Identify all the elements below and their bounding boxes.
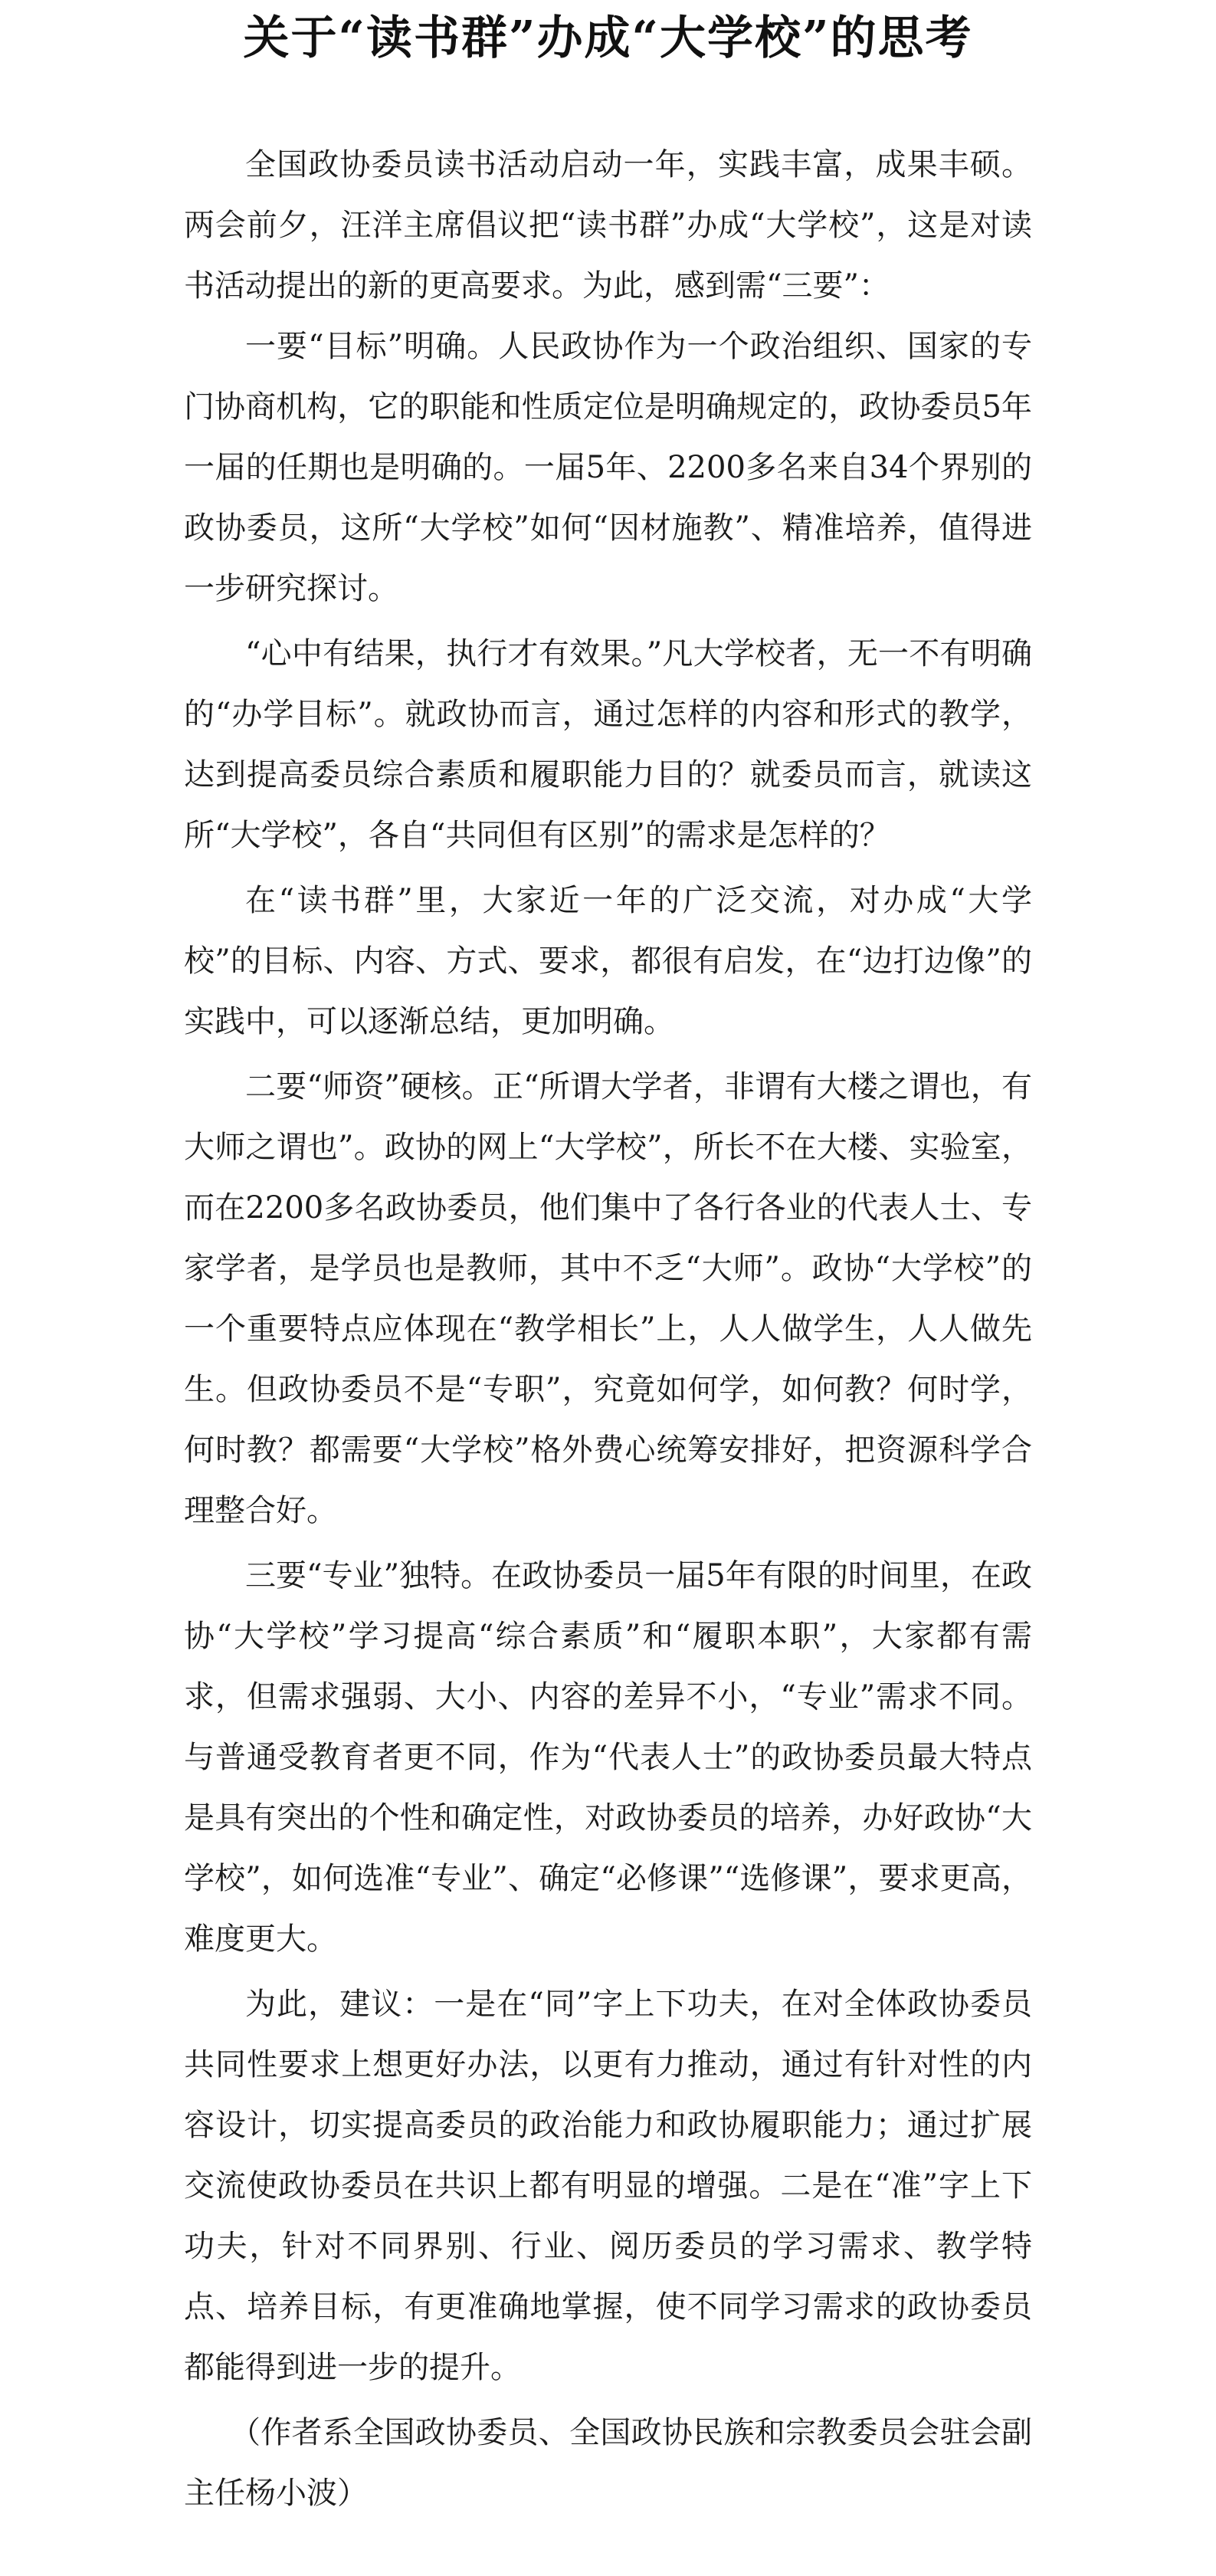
paragraph-goal-detail: “心中有结果，执行才有效果。”凡大学校者，无一不有明确的“办学目标”。就政协而言，通过怎样的内容和形式的教学，达到提高委员综合素质和履职能力目的？就委员而言，就读这所“大学校”，各自“共同但有区别”的需求是怎样的？: [184, 636, 1032, 853]
paragraph-suggestion: 为此，建议：一是在“同”字上下功夫，在对全体政协委员共同性要求上想更好办法，以更有力推动，通过有针对性的内容设计，切实提高委员的政治能力和政协履职能力；通过扩展交流使政协委员在共识上都有明显的增强。二是在“准”字上下功夫，针对不同界别、行业、阅历委员的学习需求、教学特点、培养目标，有更准确地掌握，使不同学习需求的政协委员都能得到进一步的提升。: [184, 1987, 1032, 2385]
paragraph-intro: 全国政协委员读书活动启动一年，实践丰富，成果丰硕。两会前夕，汪洋主席倡议把“读书群”办成“大学校”，这是对读书活动提出的新的更高要求。为此，感到需“三要”：: [184, 147, 1032, 304]
author-byline: （作者系全国政协委员、全国政协民族和宗教委员会驻会副主任杨小波）: [184, 2415, 1032, 2511]
paragraph-goal: 一要“目标”明确。人民政协作为一个政治组织、国家的专门协商机构，它的职能和性质定位是明确规定的，政协委员5年一届的任期也是明确的。一届5年、2200多名来自34个界别的政协委员，这所“大学校”如何“因材施教”、精准培养，值得进一步研究探讨。: [184, 329, 1032, 606]
article-body: [184, 135, 1032, 2524]
paragraph-reading-group: 在“读书群”里，大家近一年的广泛交流，对办成“大学校”的目标、内容、方式、要求，都很有启发，在“边打边像”的实践中，可以逐渐总结，更加明确。: [184, 883, 1032, 1039]
paragraph-specialty: 三要“专业”独特。在政协委员一届5年有限的时间里，在政协“大学校”学习提高“综合素质”和“履职本职”，大家都有需求，但需求强弱、大小、内容的差异不小，“专业”需求不同。与普通受教育者更不同，作为“代表人士”的政协委员最大特点是具有突出的个性和确定性，对政协委员的培养，办好政协“大学校”，如何选准“专业”、确定“必修课”“选修课”，要求更高，难度更大。: [184, 1558, 1032, 1957]
article-title: 关于“读书群”办成“大学校”的思考: [243, 11, 973, 65]
paragraph-teachers: 二要“师资”硬核。正“所谓大学者，非谓有大楼之谓也，有大师之谓也”。政协的网上“大学校”，所长不在大楼、实验室，而在2200多名政协委员，他们集中了各行各业的代表人士、专家学者，是学员也是教师，其中不乏“大师”。政协“大学校”的一个重要特点应体现在“教学相长”上，人人做学生，人人做先生。但政协委员不是“专职”，究竟如何学，如何教？何时学，何时教？都需要“大学校”格外费心统筹安排好，把资源科学合理整合好。: [184, 1069, 1032, 1528]
